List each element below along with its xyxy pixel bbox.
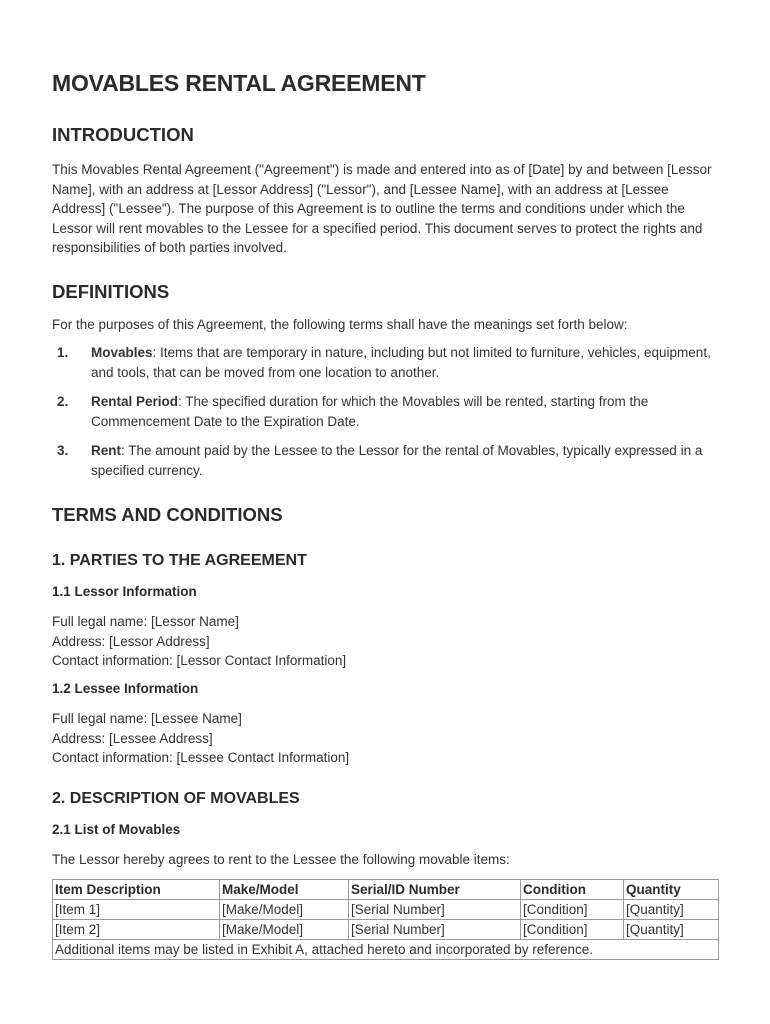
table-cell: [Item 2]	[53, 920, 220, 940]
lessee-address-line: Address: [Lessee Address]	[52, 730, 213, 746]
introduction-heading: INTRODUCTION	[52, 124, 194, 145]
table-row	[53, 920, 719, 940]
column-header-item-description: Item Description	[53, 880, 220, 900]
lessee-info	[52, 709, 349, 768]
column-header-quantity: Quantity	[624, 880, 719, 900]
column-header-make-model: Make/Model	[220, 880, 349, 900]
table-row	[53, 900, 719, 920]
table-cell: [Quantity]	[624, 900, 719, 920]
table-cell: [Item 1]	[53, 900, 220, 920]
document-title: MOVABLES RENTAL AGREEMENT	[52, 70, 426, 96]
definition-term: Rental Period	[91, 394, 179, 409]
definition-number: 1.	[57, 345, 69, 360]
table-cell: [Quantity]	[624, 920, 719, 940]
table-footer-row	[53, 940, 719, 960]
definition-number: 3.	[57, 443, 69, 458]
definitions-intro: For the purposes of this Agreement, the following terms shall have the meanings set forth below:	[52, 317, 628, 332]
lessor-info	[52, 612, 346, 671]
column-header-serial-id: Serial/ID Number	[349, 880, 521, 900]
lessee-name-line: Full legal name: [Lessee Name]	[52, 711, 242, 726]
definition-text: : The specified duration for which the Movables will be rented, starting from the Commencement Date to the Expiration Date.	[91, 394, 649, 429]
lessee-contact-line: Contact information: [Lessee Contact Information]	[52, 750, 350, 765]
movables-heading: 2. DESCRIPTION OF MOVABLES	[52, 790, 300, 807]
parties-heading: 1. PARTIES TO THE AGREEMENT	[52, 552, 307, 569]
table-cell: [Condition]	[521, 920, 624, 940]
table-cell: [Make/Model]	[220, 900, 349, 920]
column-header-condition: Condition	[521, 880, 624, 900]
lessor-info-heading: 1.1 Lessor Information	[52, 584, 197, 599]
definition-item	[52, 343, 722, 382]
table-cell: [Make/Model]	[220, 920, 349, 940]
movables-table	[52, 879, 719, 960]
list-of-movables-heading: 2.1 List of Movables	[52, 822, 181, 837]
lessee-info-heading: 1.2 Lessee Information	[52, 681, 199, 696]
movables-list-intro: The Lessor hereby agrees to rent to the Lessee the following movable items:	[52, 852, 510, 867]
table-cell: [Serial Number]	[349, 920, 521, 940]
lessor-address-line: Address: [Lessor Address]	[52, 633, 210, 649]
definitions-list	[52, 343, 722, 490]
definitions-heading: DEFINITIONS	[52, 281, 170, 302]
definition-number: 2.	[57, 394, 69, 409]
definition-term: Rent	[91, 443, 121, 458]
definition-text: : Items that are temporary in nature, including but not limited to furniture, vehicles, equipment, and tools, that can be moved from one location to another.	[91, 345, 711, 380]
table-cell: [Condition]	[521, 900, 624, 920]
lessor-name-line: Full legal name: [Lessor Name]	[52, 614, 239, 629]
definition-item	[52, 392, 722, 431]
table-cell: [Serial Number]	[349, 900, 521, 920]
definition-term: Movables	[91, 345, 153, 360]
lessor-contact-line: Contact information: [Lessor Contact Information]	[52, 653, 347, 668]
definition-item	[52, 441, 722, 480]
table-header-row	[53, 880, 719, 900]
table-footer-note: Additional items may be listed in Exhibit A, attached hereto and incorporated by reference.	[53, 940, 719, 960]
introduction-text: This Movables Rental Agreement ("Agreement") is made and entered into as of [Date] by and between [Lessor Name], with an address at [Lessor Address] ("Lessor"), and [Lessee Name], with an address at [Lessee Address] ("Lessee"). The purpose of this Agreement is to outline the terms and conditions under which the Lessor will rent movables to the Lessee for a specified period. This document serves to protect the rights and responsibilities of both parties involved.	[52, 162, 712, 255]
definition-text: : The amount paid by the Lessee to the Lessor for the rental of Movables, typically expressed in a specified currency.	[91, 443, 703, 478]
terms-heading: TERMS AND CONDITIONS	[52, 504, 283, 525]
